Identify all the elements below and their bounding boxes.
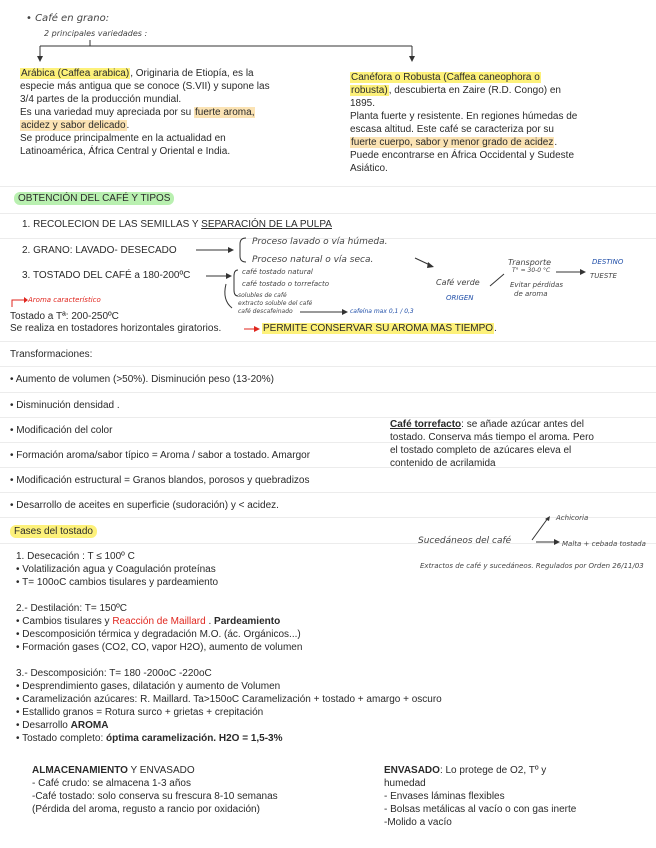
tost-extracto: extracto soluble del café bbox=[238, 300, 313, 307]
arabica-line6: Se produce principalmente en la actualidad en bbox=[20, 133, 226, 144]
transporte-temp: T° = 30-0 °C bbox=[512, 267, 551, 274]
fases-heading-text: Fases del tostado bbox=[10, 525, 97, 538]
arabica-block bbox=[20, 67, 320, 158]
cafeina-note: cafeína max 0,1 / 0,3 bbox=[350, 308, 414, 315]
robusta-line6-rest: . bbox=[554, 137, 558, 148]
fase-2-b: . bbox=[205, 616, 215, 627]
pardeamiento-text: Pardeamiento bbox=[214, 616, 281, 627]
fase-3-aroma bbox=[16, 719, 108, 732]
torrefacto-line1: : se añade azúcar antes del bbox=[461, 419, 585, 430]
transf-item: • Disminución densidad . bbox=[10, 400, 120, 411]
tostado-temp: Tostado a Tª: 200-250ºC bbox=[10, 311, 119, 322]
envasado-item: - Envases láminas flexibles bbox=[384, 791, 505, 802]
torrefacto-line3: el tostado completo de azúcares eleva el bbox=[390, 445, 572, 456]
transformaciones-heading: Transformaciones: bbox=[10, 349, 93, 360]
almacenamiento-item: (Pérdida del aroma, regusto a rancio por oxidación) bbox=[32, 804, 260, 815]
evitar-aroma: de aroma bbox=[514, 290, 548, 298]
step-2: 2. GRANO: LAVADO- DESECADO bbox=[22, 245, 177, 256]
fase-3-item: • Desprendimiento gases, dilatación y aumento de Volumen bbox=[16, 681, 281, 692]
step-1 bbox=[22, 218, 332, 231]
sucedaneos-label: Sucedáneos del café bbox=[418, 536, 512, 546]
obtencion-heading-text: OBTENCIÓN DEL CAFÉ Y TIPOS bbox=[14, 192, 174, 205]
arabica-name: Arábica (Caffea arabica) bbox=[21, 68, 130, 79]
arabica-line7: Latinoamérica, África Central y Oriental e India. bbox=[20, 146, 231, 157]
fase-3-aroma-pre: • Desarrollo bbox=[16, 720, 71, 731]
torrefacto-line4: contenido de acrilamida bbox=[390, 458, 496, 469]
arabica-line4b: fuerte aroma, bbox=[195, 107, 255, 118]
evitar-perdidas: Evitar pérdidas bbox=[510, 281, 564, 289]
tueste-label: TUESTE bbox=[590, 272, 617, 280]
arabica-line1: , Originaria de Etiopía, es la bbox=[130, 68, 254, 79]
envasado-block bbox=[384, 764, 650, 829]
transf-item: • Modificación estructural = Granos blandos, porosos y quebradizos bbox=[10, 475, 310, 486]
transf-item: • Desarrollo de aceites en superficie (sudoración) y < acidez. bbox=[10, 500, 279, 511]
fase-1-item: • Volatilización agua y Coagulación proteínas bbox=[16, 564, 216, 575]
obtencion-heading bbox=[14, 192, 174, 205]
robusta-line7: Puede encontrarse en África Occidental y Sudeste bbox=[350, 150, 575, 161]
intro-title: • Café en grano: bbox=[26, 13, 110, 24]
tost-solubles: solubles de café bbox=[238, 292, 287, 299]
fase-2-item: • Formación gases (CO2, CO, vapor H2O), aumento de volumen bbox=[16, 642, 303, 653]
fase-3-last-pre: • Tostado completo: bbox=[16, 733, 107, 744]
fase-2-item: • Descomposición térmica y degradación M.O. (ác. Orgánicos...) bbox=[16, 629, 301, 640]
envasado-item: - Bolsas metálicas al vacío o con gas inerte bbox=[384, 804, 577, 815]
almacenamiento-block bbox=[32, 764, 362, 816]
robusta-block bbox=[350, 71, 650, 175]
step-1-b: SEPARACIÓN DE LA PULPA bbox=[201, 219, 332, 230]
step-1-a: 1. RECOLECION DE LAS SEMILLAS Y bbox=[22, 219, 202, 230]
arabica-line3: 3/4 partes de la producción mundial. bbox=[20, 94, 182, 105]
fase-2-title: 2.- Destilación: T= 150ºC bbox=[16, 603, 128, 614]
proc-humeda: Proceso lavado o vía húmeda. bbox=[252, 237, 388, 247]
intro-subtitle: 2 principales variedades : bbox=[44, 29, 148, 38]
fase-3-item: • Estallido granos = Rotura surco + grietas + crepitación bbox=[16, 707, 264, 718]
fase-2-maillard bbox=[16, 615, 280, 628]
tostadores-line bbox=[10, 322, 221, 335]
tost-torrefacto: café tostado o torrefacto bbox=[242, 280, 330, 288]
robusta-line4: Planta fuerte y resistente. En regiones húmedas de bbox=[350, 111, 578, 122]
aroma-bold: AROMA bbox=[70, 720, 109, 731]
fases-heading bbox=[10, 525, 97, 538]
malta-label: Malta + cebada tostada bbox=[562, 540, 646, 548]
almacenamiento-item: - Café crudo: se almacena 1-3 años bbox=[32, 778, 191, 789]
robusta-line6: fuerte cuerpo, sabor y menor grado de acidez bbox=[351, 137, 554, 148]
caramelizacion-bold: óptima caramelización. H2O = 1,5-3% bbox=[106, 733, 283, 744]
envasado-line2: humedad bbox=[384, 778, 426, 789]
tostadores-text: Se realiza en tostadores horizontales giratorios. bbox=[10, 323, 222, 334]
robusta-name-b: robusta) bbox=[351, 85, 388, 96]
transf-item: • Modificación del color bbox=[10, 425, 113, 436]
almacenamiento-title: ALMACENAMIENTO bbox=[32, 765, 128, 776]
almacenamiento-title-rest: Y ENVASADO bbox=[127, 765, 195, 776]
torrefacto-title: Café torrefacto bbox=[390, 419, 462, 430]
robusta-line5: escasa altitud. Este café se caracteriza por su bbox=[350, 124, 554, 135]
achicoria-label: Achicoria bbox=[556, 514, 589, 522]
destino-label: DESTINO bbox=[592, 258, 624, 266]
arabica-line5-rest: . bbox=[126, 120, 130, 131]
envasado-title-rest: : Lo protege de O2, Tº y bbox=[439, 765, 547, 776]
origen-label: ORIGEN bbox=[446, 294, 474, 302]
extractos-label: Extractos de café y sucedáneos. Regulados por Orden 26/11/03 bbox=[420, 562, 644, 570]
fase-3-last bbox=[16, 732, 283, 745]
aroma-note: Aroma característico bbox=[28, 296, 101, 304]
tost-descafeinado: café descafeinado bbox=[238, 308, 293, 315]
almacenamiento-item: -Café tostado: solo conserva su frescura 8-10 semanas bbox=[32, 791, 278, 802]
cafe-verde: Café verde bbox=[436, 278, 480, 287]
fase-3-item: • Caramelización azúcares: R. Maillard. Ta>150oC Caramelización + tostado + amargo + oscuro bbox=[16, 694, 442, 705]
permite-rest: . bbox=[494, 323, 497, 334]
fase-1-title: 1. Desecación : T ≤ 100º C bbox=[16, 551, 135, 562]
robusta-line2: , descubierta en Zaire (R.D. Congo) en bbox=[388, 85, 561, 96]
permite-text: PERMITE CONSERVAR SU AROMA MAS TIEMPO bbox=[263, 323, 494, 334]
arabica-line4a: Es una variedad muy apreciada por su bbox=[20, 107, 194, 118]
transf-item: • Formación aroma/sabor típico = Aroma / sabor a tostado. Amargor bbox=[10, 450, 311, 461]
robusta-name-a: Canéfora o Robusta (Caffea caneophora o bbox=[351, 72, 540, 83]
transf-item: • Aumento de volumen (>50%). Disminución peso (13-20%) bbox=[10, 374, 274, 385]
robusta-line8: Asiático. bbox=[350, 163, 388, 174]
envasado-item: -Molido a vacío bbox=[384, 817, 452, 828]
step-3: 3. TOSTADO DEL CAFÉ a 180-200ºC bbox=[22, 270, 191, 281]
arabica-line2: especie más antigua que se conoce (S.VII) y supone las bbox=[20, 81, 270, 92]
fase-1-item: • T= 100oC cambios tisulares y pardeamiento bbox=[16, 577, 219, 588]
permite-line bbox=[262, 322, 497, 335]
fase-3-title: 3.- Descomposición: T= 180 -200oC -220oC bbox=[16, 668, 212, 679]
torrefacto-line2: tostado. Conserva más tiempo el aroma. Pero bbox=[390, 432, 594, 443]
maillard-text: Reacción de Maillard bbox=[112, 616, 206, 627]
arabica-line5: acidez y sabor delicado bbox=[21, 120, 126, 131]
robusta-line3: 1895. bbox=[350, 98, 376, 109]
tost-natural: café tostado natural bbox=[242, 268, 313, 276]
envasado-title: ENVASADO bbox=[384, 765, 440, 776]
transporte-label: Transporte bbox=[508, 258, 552, 267]
proc-seca: Proceso natural o vía seca. bbox=[252, 255, 374, 265]
fase-2-a: • Cambios tisulares y bbox=[16, 616, 113, 627]
torrefacto-block bbox=[390, 418, 652, 470]
